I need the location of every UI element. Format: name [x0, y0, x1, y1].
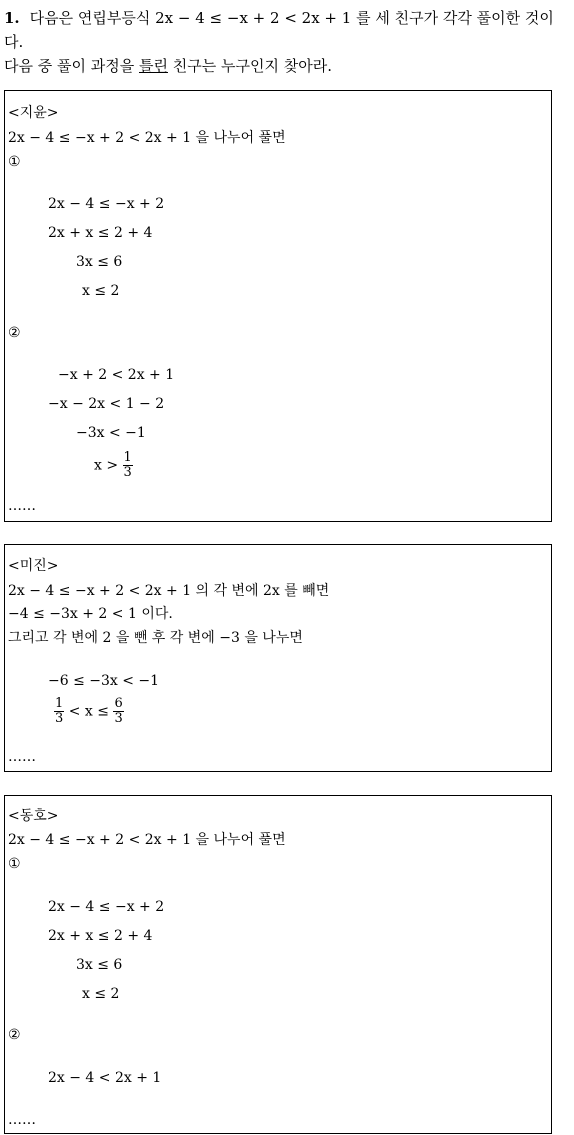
step-line: −x − 2x < 1 − 2 — [48, 396, 165, 412]
step-marker-2: ② — [8, 1027, 21, 1043]
step-line: −3x < −1 — [76, 425, 146, 441]
fraction — [123, 451, 133, 480]
step-marker-2: ② — [8, 325, 21, 341]
step-line: 2x + x ≤ 2 + 4 — [48, 225, 153, 241]
fraction-denominator: 3 — [55, 711, 64, 726]
solution-line: 그리고 각 변에 2 을 뺀 후 각 변에 −3 을 나누면 — [8, 630, 303, 646]
ellipsis: …… — [8, 498, 36, 514]
solution-line: −6 ≤ −3x < −1 — [48, 673, 160, 689]
solution-box-mijin — [4, 544, 552, 772]
step-line: 3x ≤ 6 — [76, 254, 123, 270]
fraction — [54, 697, 64, 726]
step-line: 3x ≤ 6 — [76, 957, 123, 973]
intro-line: 2x − 4 ≤ −x + 2 < 2x + 1 을 나누어 풀면 — [8, 130, 286, 146]
step-line: x > — [94, 457, 119, 474]
solution-line: −4 ≤ −3x + 2 < 1 이다. — [8, 606, 173, 622]
fraction-numerator: 6 — [114, 696, 123, 711]
question-line-1: 다음은 연립부등식 2x − 4 ≤ −x + 2 < 2x + 1 를 세 친구가 각각 풀이한 것이다. — [4, 9, 554, 51]
step-line: x ≤ 2 — [82, 283, 120, 299]
question-line-2-before: 다음 중 풀이 과정을 — [4, 57, 139, 75]
fraction-numerator: 1 — [123, 450, 132, 465]
inequality-middle: < x ≤ — [68, 703, 109, 720]
student-name: <동호> — [8, 808, 59, 824]
fraction — [113, 697, 123, 726]
underlined-word: 틀린 — [139, 57, 168, 75]
step-line: 2x − 4 < 2x + 1 — [48, 1070, 162, 1086]
fraction-denominator: 3 — [123, 465, 132, 480]
fraction-denominator: 3 — [114, 711, 123, 726]
step-line-fraction — [94, 451, 133, 480]
fraction-numerator: 1 — [55, 696, 64, 711]
step-line: 2x − 4 ≤ −x + 2 — [48, 899, 165, 915]
student-name: <지윤> — [8, 105, 59, 121]
step-line: −x + 2 < 2x + 1 — [58, 367, 175, 383]
solution-line: 2x − 4 ≤ −x + 2 < 2x + 1 의 각 변에 2x 를 빼면 — [8, 583, 330, 599]
ellipsis: …… — [8, 749, 36, 765]
step-marker-1: ① — [8, 154, 21, 170]
step-marker-1: ① — [8, 856, 21, 872]
question-text — [4, 6, 570, 78]
step-line: x ≤ 2 — [82, 986, 120, 1002]
question-line-2-after: 친구는 누구인지 찾아라. — [167, 57, 332, 75]
solution-box-dongho — [4, 795, 552, 1134]
solution-line-fraction — [54, 697, 124, 726]
student-name: <미진> — [8, 558, 59, 574]
ellipsis: …… — [8, 1112, 36, 1128]
intro-line: 2x − 4 ≤ −x + 2 < 2x + 1 을 나누어 풀면 — [8, 832, 286, 848]
solution-box-jiyun — [4, 90, 552, 522]
step-line: 2x + x ≤ 2 + 4 — [48, 928, 153, 944]
question-number: 1. — [4, 9, 20, 27]
step-line: 2x − 4 ≤ −x + 2 — [48, 196, 165, 212]
